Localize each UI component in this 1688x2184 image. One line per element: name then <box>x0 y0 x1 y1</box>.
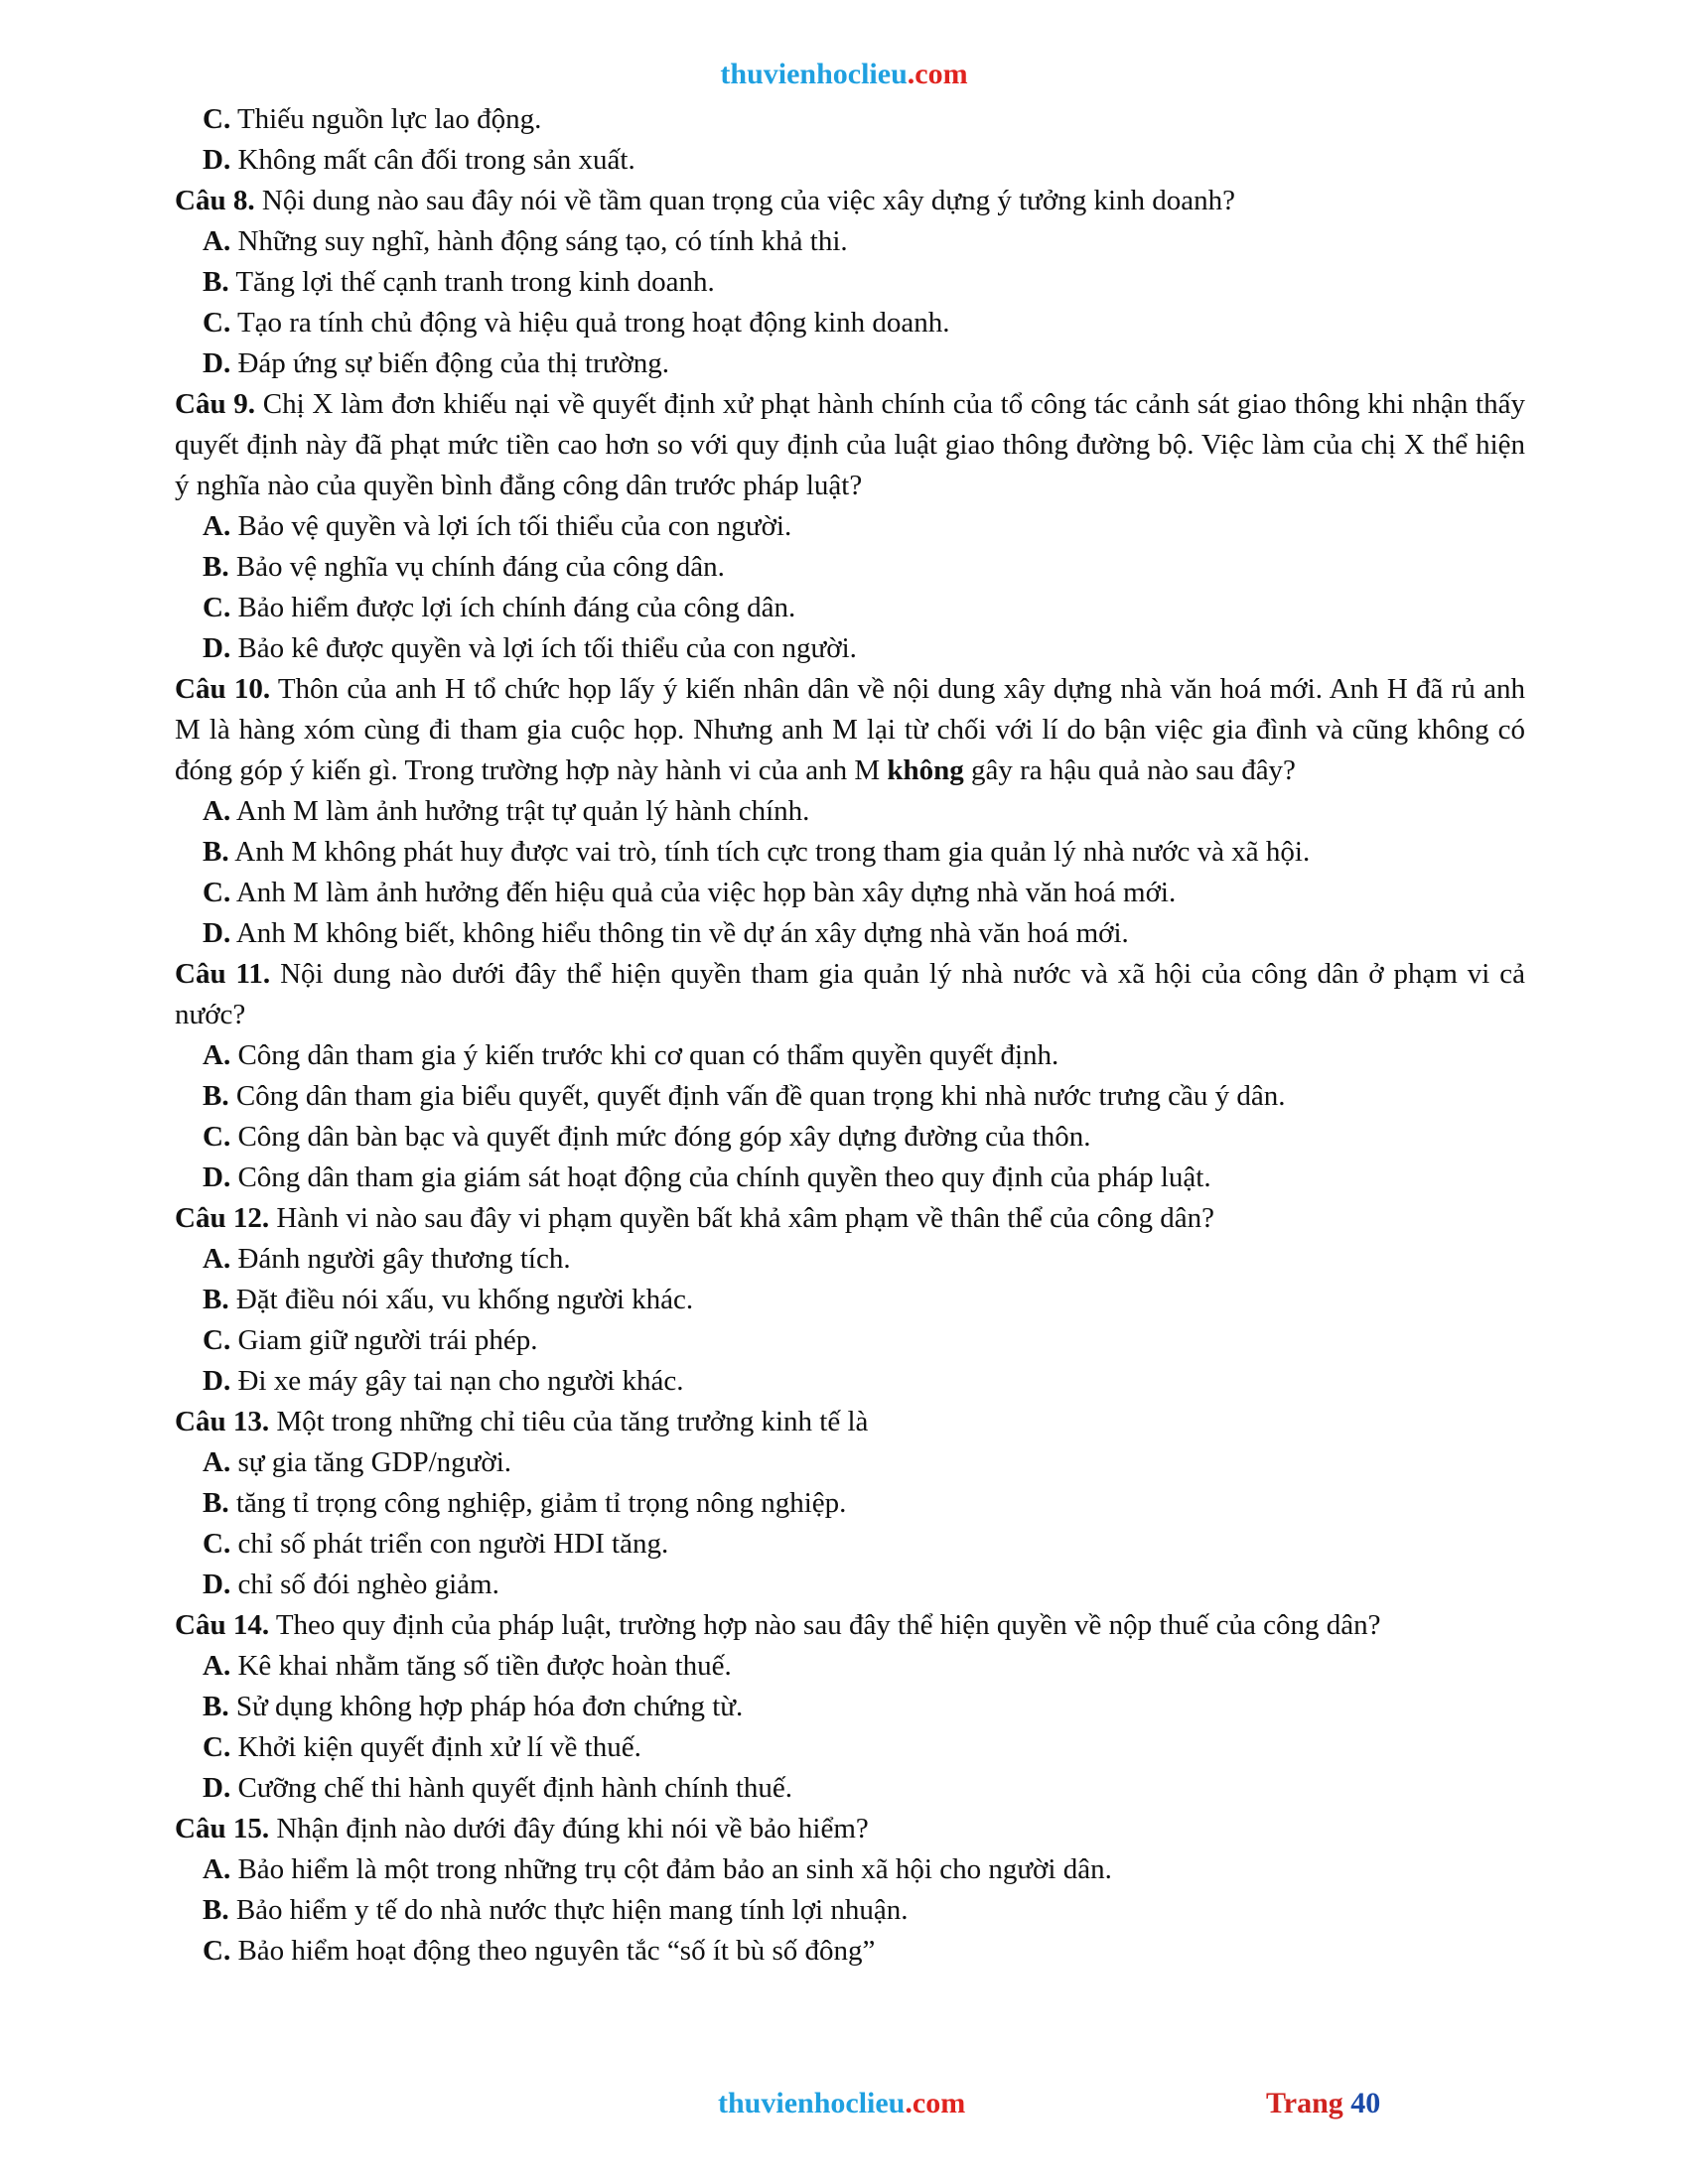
option-text: chỉ số đói nghèo giảm. <box>237 1569 499 1600</box>
option-key: C. <box>203 1528 231 1560</box>
option-text: chỉ số phát triển con người HDI tăng. <box>237 1528 669 1560</box>
option-key: A. <box>203 510 231 542</box>
answer-option <box>203 1890 1525 1931</box>
option-key: A. <box>203 1650 231 1682</box>
answer-option <box>203 1117 1525 1158</box>
question-text: Nội dung nào sau đây nói về tầm quan trọng của việc xây dựng ý tưởng kinh doanh? <box>261 185 1236 216</box>
question-10 <box>175 669 1525 791</box>
answer-option <box>203 547 1525 588</box>
page-number-label <box>1266 2087 1380 2120</box>
question-number: Câu 10. <box>175 673 271 705</box>
option-key: D. <box>203 917 231 949</box>
option-key: D. <box>203 632 231 664</box>
answer-option <box>203 303 1525 343</box>
option-key: C. <box>203 103 231 135</box>
question-text: Chị X làm đơn khiếu nại về quyết định xử phạt hành chính của tổ công tác cảnh sát giao thông khi nhận thấy quyết định này đã phạt mức tiền cao hơn so với quy định của luật giao thông đường bộ. Việc làm của chị X thể hiện ý nghĩa nào của quyền bình đẳng công dân trước pháp luật? <box>175 388 1525 501</box>
answer-option <box>203 832 1525 873</box>
answer-option <box>203 1158 1525 1198</box>
answer-option <box>203 262 1525 303</box>
question-number: Câu 9. <box>175 388 256 420</box>
option-text: Bảo hiểm hoạt động theo nguyên tắc “số ít bù số đông” <box>237 1935 876 1967</box>
option-key: D. <box>203 1569 231 1600</box>
question-13 <box>175 1402 1525 1442</box>
answer-option <box>203 1931 1525 1972</box>
option-text: Công dân tham gia ý kiến trước khi cơ quan có thẩm quyền quyết định. <box>237 1039 1059 1071</box>
option-key: A. <box>203 225 231 257</box>
option-text: Bảo hiểm y tế do nhà nước thực hiện mang tính lợi nhuận. <box>235 1894 909 1926</box>
option-key: A. <box>203 1243 231 1275</box>
option-key: D. <box>203 347 231 379</box>
answer-option <box>203 140 1525 181</box>
option-text: Đi xe máy gây tai nạn cho người khác. <box>237 1365 684 1397</box>
option-key: A. <box>203 1853 231 1885</box>
answer-option <box>203 1442 1525 1483</box>
option-key: D. <box>203 1161 231 1193</box>
option-text: Tăng lợi thế cạnh tranh trong kinh doanh. <box>235 266 715 298</box>
document-body <box>175 99 1525 1972</box>
option-text: Đặt điều nói xấu, vu khống người khác. <box>235 1284 694 1315</box>
answer-option <box>203 343 1525 384</box>
option-text: Anh M làm ảnh hưởng trật tự quản lý hành chính. <box>235 795 810 827</box>
question-text-end: gây ra hậu quả nào sau đây? <box>971 754 1296 786</box>
option-key: C. <box>203 592 231 623</box>
option-text: Đánh người gây thương tích. <box>237 1243 571 1275</box>
answer-option <box>203 1280 1525 1320</box>
option-key: C. <box>203 1731 231 1763</box>
option-text: Cưỡng chế thi hành quyết định hành chính thuế. <box>237 1772 793 1804</box>
page-word: Trang <box>1266 2087 1343 2119</box>
question-text: Nội dung nào dưới đây thể hiện quyền tham gia quản lý nhà nước và xã hội của công dân ở phạm vi cả nước? <box>175 958 1526 1030</box>
option-text: Bảo vệ nghĩa vụ chính đáng của công dân. <box>235 551 725 583</box>
option-text: Bảo vệ quyền và lợi ích tối thiểu của con người. <box>237 510 792 542</box>
answer-option <box>203 1483 1525 1524</box>
answer-option <box>203 1565 1525 1605</box>
option-key: C. <box>203 1935 231 1967</box>
question-number: Câu 14. <box>175 1609 270 1641</box>
answer-option <box>203 913 1525 954</box>
header-site-domain: .com <box>907 58 968 90</box>
option-key: C. <box>203 877 231 908</box>
answer-option <box>203 1361 1525 1402</box>
option-key: B. <box>203 1691 229 1722</box>
option-key: A. <box>203 795 231 827</box>
answer-option <box>203 99 1525 140</box>
option-key: D. <box>203 144 231 176</box>
answer-option <box>203 1687 1525 1727</box>
option-text: Những suy nghĩ, hành động sáng tạo, có tính khả thi. <box>237 225 848 257</box>
question-15 <box>175 1809 1525 1849</box>
option-text: Tạo ra tính chủ động và hiệu quả trong hoạt động kinh doanh. <box>236 307 950 339</box>
question-12 <box>175 1198 1525 1239</box>
question-text: Theo quy định của pháp luật, trường hợp nào sau đây thể hiện quyền về nộp thuế của công dân? <box>275 1609 1381 1641</box>
option-text: Công dân tham gia giám sát hoạt động của chính quyền theo quy định của pháp luật. <box>237 1161 1211 1193</box>
page-number: 40 <box>1350 2087 1381 2119</box>
option-text: Kê khai nhằm tăng số tiền được hoàn thuế. <box>237 1650 732 1682</box>
option-key: B. <box>203 1487 229 1519</box>
answer-option <box>203 1320 1525 1361</box>
question-number: Câu 13. <box>175 1406 270 1437</box>
footer-site-link[interactable] <box>718 2087 965 2120</box>
option-text: Khởi kiện quyết định xử lí về thuế. <box>237 1731 641 1763</box>
answer-option <box>203 1076 1525 1117</box>
footer-site-domain: .com <box>905 2087 966 2119</box>
option-text: Không mất cân đối trong sản xuất. <box>237 144 635 176</box>
answer-option <box>203 1849 1525 1890</box>
question-number: Câu 11. <box>175 958 271 990</box>
answer-option <box>203 1727 1525 1768</box>
option-key: D. <box>203 1365 231 1397</box>
question-11 <box>175 954 1525 1035</box>
answer-option <box>203 1239 1525 1280</box>
option-text: Bảo hiểm là một trong những trụ cột đảm bảo an sinh xã hội cho người dân. <box>237 1853 1112 1885</box>
option-text: Anh M làm ảnh hưởng đến hiệu quả của việc họp bàn xây dựng nhà văn hoá mới. <box>235 877 1177 908</box>
answer-option <box>203 628 1525 669</box>
option-key: B. <box>203 266 229 298</box>
option-text: Anh M không phát huy được vai trò, tính tích cực trong tham gia quản lý nhà nước và xã hội. <box>234 836 1311 868</box>
option-text: Bảo hiểm được lợi ích chính đáng của công dân. <box>237 592 796 623</box>
question-14 <box>175 1605 1525 1646</box>
answer-option <box>203 1646 1525 1687</box>
answer-option <box>203 588 1525 628</box>
option-key: C. <box>203 1324 231 1356</box>
question-number: Câu 15. <box>175 1813 270 1844</box>
question-text: Một trong những chỉ tiêu của tăng trưởng kinh tế là <box>276 1406 869 1437</box>
header-site-name: thuvienhoclieu <box>720 58 908 90</box>
option-text: Công dân tham gia biểu quyết, quyết định vấn đề quan trọng khi nhà nước trưng cầu ý dân. <box>235 1080 1286 1112</box>
option-key: A. <box>203 1039 231 1071</box>
option-key: B. <box>203 836 229 868</box>
answer-option <box>203 1035 1525 1076</box>
question-number: Câu 12. <box>175 1202 270 1234</box>
question-number: Câu 8. <box>175 185 255 216</box>
option-key: B. <box>203 1284 229 1315</box>
question-text: Nhận định nào dưới đây đúng khi nói về bảo hiểm? <box>276 1813 869 1844</box>
option-text: tăng tỉ trọng công nghiệp, giảm tỉ trọng nông nghiệp. <box>235 1487 847 1519</box>
footer-site-name: thuvienhoclieu <box>718 2087 906 2119</box>
header-site-link[interactable] <box>0 58 1688 91</box>
answer-option <box>203 1768 1525 1809</box>
answer-option <box>203 221 1525 262</box>
question-9 <box>175 384 1525 506</box>
option-key: C. <box>203 307 231 339</box>
option-key: B. <box>203 1894 229 1926</box>
question-emphasis: không <box>887 754 964 786</box>
option-text: Giam giữ người trái phép. <box>237 1324 538 1356</box>
option-text: Anh M không biết, không hiểu thông tin về dự án xây dựng nhà văn hoá mới. <box>235 917 1129 949</box>
option-key: D. <box>203 1772 231 1804</box>
option-text: Sử dụng không hợp pháp hóa đơn chứng từ. <box>235 1691 744 1722</box>
question-text: Thôn của anh H tổ chức họp lấy ý kiến nhân dân về nội dung xây dựng nhà văn hoá mới. Anh H đã rủ anh M là hàng xóm cùng đi tham gia cuộc họp. Nhưng anh M lại từ chối với lí do bận việc gia đình và cũng không có đóng góp ý kiến gì. Trong trường hợp này hành vi của anh M <box>175 673 1525 786</box>
option-text: Công dân bàn bạc và quyết định mức đóng góp xây dựng đường của thôn. <box>237 1121 1091 1153</box>
option-key: A. <box>203 1446 231 1478</box>
answer-option <box>203 791 1525 832</box>
option-key: B. <box>203 551 229 583</box>
answer-option <box>203 1524 1525 1565</box>
answer-option <box>203 873 1525 913</box>
option-text: Đáp ứng sự biến động của thị trường. <box>237 347 670 379</box>
question-text: Hành vi nào sau đây vi phạm quyền bất khả xâm phạm về thân thể của công dân? <box>276 1202 1214 1234</box>
option-key: C. <box>203 1121 231 1153</box>
answer-option <box>203 506 1525 547</box>
option-text: sự gia tăng GDP/người. <box>237 1446 511 1478</box>
option-key: B. <box>203 1080 229 1112</box>
option-text: Bảo kê được quyền và lợi ích tối thiểu của con người. <box>237 632 857 664</box>
question-8 <box>175 181 1525 221</box>
option-text: Thiếu nguồn lực lao động. <box>236 103 542 135</box>
